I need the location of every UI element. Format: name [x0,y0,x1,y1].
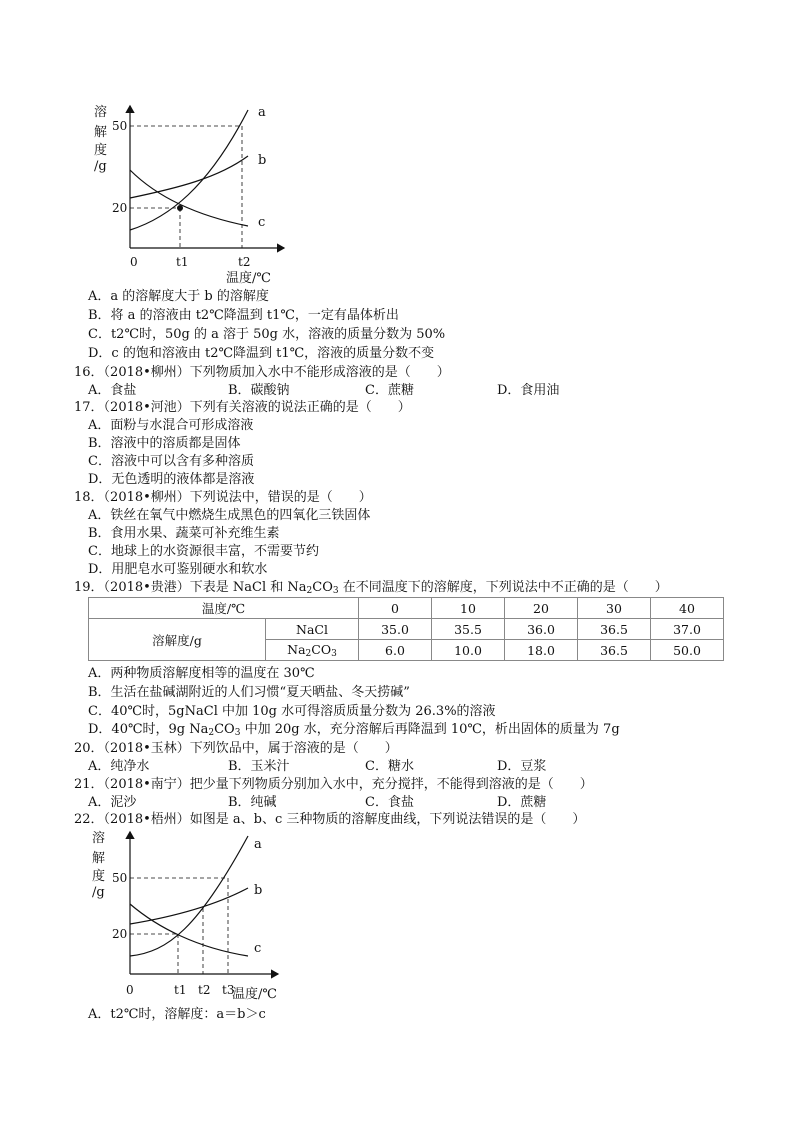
table-cell: 50.0 [651,640,724,661]
q16-option-a: A．食盐 [88,383,137,398]
y-label-3: 度 [92,869,106,884]
q18-stem: 18．（2018•柳州）下列说法中，错误的是（ ） [74,490,372,505]
q16-stem: 16．（2018•柳州）下列物质加入水中不能形成溶液的是（ ） [74,365,450,380]
table-cell: 36.5 [578,619,651,640]
q20-option-b: B．玉米汁 [228,759,290,774]
curve-label-b: b [258,153,267,168]
table-cell: 35.0 [359,619,432,640]
q17-stem: 17．（2018•河池）下列有关溶液的说法正确的是（ ） [74,400,411,415]
y-tick-50: 50 [112,871,128,885]
table-cell: 0 [359,598,432,619]
q19-option-b: B．生活在盐碱湖附近的人们习惯“夏天晒盐、冬天捞碱” [88,685,410,700]
y-label-1: 溶 [94,105,108,120]
y-label-1: 溶 [92,831,106,846]
table-cell: 10 [432,598,505,619]
curve-c [130,904,248,956]
q17-option-a: A．面粉与水混合可形成溶液 [88,418,254,433]
table-label-nacl: NaCl [266,619,359,640]
q16-option-d: D．食用油 [497,383,560,398]
table-cell: 36.0 [505,619,578,640]
q20-option-a: A．纯净水 [88,759,150,774]
q20-option-c: C．糖水 [365,759,414,774]
y-label-4: /g [92,885,105,900]
x-tick-t1: t1 [176,255,189,269]
x-tick-t2: t2 [198,983,211,997]
q21-option-c: C．食盐 [365,795,414,810]
q17-option-d: D．无色透明的液体都是溶液 [88,472,255,487]
y-label-2: 解 [94,125,108,140]
solubility-graph-1 [88,98,288,288]
q21-option-d: D．蔗糖 [497,795,547,810]
q18-option-a: A．铁丝在氧气中燃烧生成黑色的四氧化三铁固体 [88,508,371,523]
curve-label-a: a [254,837,262,852]
q16-option-b: B．碳酸钠 [228,383,290,398]
table-label-na2co3: $Na_2CO_3$ [266,640,359,661]
q22-option-a: A．t2℃时，溶解度：a＝b＞c [88,1007,266,1022]
q20-option-d: D．豆浆 [497,759,547,774]
q17-option-b: B．溶液中的溶质都是固体 [88,436,241,451]
q22-stem: 22．（2018•梧州）如图是 a、b、c 三种物质的溶解度曲线，下列说法错误的是（ ） [74,812,586,827]
q15-option-a: A．a 的溶解度大于 b 的溶解度 [88,289,269,304]
x-axis-label: 温度/℃ [232,987,277,1002]
table-row [89,598,724,619]
table-cell: 37.0 [651,619,724,640]
table-header-temp: 温度/℃ [89,598,359,619]
q21-option-b: B．纯碱 [228,795,277,810]
curve-label-b: b [254,883,263,898]
x-axis-label: 温度/℃ [226,271,271,286]
q18-option-c: C．地球上的水资源很丰富，不需要节约 [88,544,319,559]
q19-option-a: A．两种物质溶解度相等的温度在 30℃ [88,666,315,681]
q18-option-d: D．用肥皂水可鉴别硬水和软水 [88,562,268,577]
table-cell: 10.0 [432,640,505,661]
x-tick-t3: t3 [222,983,235,997]
q19-option-d: D．40℃时，9g $Na_2CO_3$ 中加 20g 水，充分溶解后再降温到 10℃，析出固体的质量为 7g [88,722,620,738]
y-label-3: 度 [94,143,108,158]
q19-option-d-part1: D．40℃时，9g Na [88,722,209,737]
table-cell: 18.0 [505,640,578,661]
q19-option-c: C．40℃时，5gNaCl 中加 10g 水可得溶质质量分数为 26.3%的溶液 [88,704,496,719]
y-label-2: 解 [92,851,106,866]
q19-option-d-part2: 中加 20g 水，充分溶解后再降温到 10℃，析出固体的质量为 7g [244,722,620,737]
curve-a [130,110,248,230]
table-cell: 35.5 [432,619,505,640]
q21-option-a: A．泥沙 [88,795,137,810]
q20-stem: 20．（2018•玉林）下列饮品中，属于溶液的是（ ） [74,741,398,756]
table-cell: 36.5 [578,640,651,661]
q19-stem: 19．（2018•贵港）下表是 NaCl 和 $Na_2CO_3$ 在不同温度下的溶解度，下列说法中不正确的是（ ） [74,580,668,596]
table-header-solubility: 溶解度/g [89,619,266,661]
q18-option-b: B．食用水果、蔬菜可补充维生素 [88,526,280,541]
x-tick-t2: t2 [238,255,251,269]
curve-c [130,170,248,226]
curve-label-a: a [258,105,266,120]
curve-b [130,156,248,198]
q15-option-b: B．将 a 的溶液由 t2℃降温到 t1℃，一定有晶体析出 [88,308,399,323]
table-cell: 6.0 [359,640,432,661]
q19-stem-part2: 在不同温度下的溶解度，下列说法中不正确的是（ ） [342,580,668,595]
q19-stem-part1: 19．（2018•贵港）下表是 NaCl 和 Na [74,580,307,595]
curve-label-c: c [254,941,262,956]
q15-option-c: C．t2℃时，50g 的 a 溶于 50g 水，溶液的质量分数为 50% [88,327,446,342]
q15-option-d: D．c 的饱和溶液由 t2℃降温到 t1℃，溶液的质量分数不变 [88,346,435,361]
table-cell: 20 [505,598,578,619]
x-tick-0: 0 [126,983,134,997]
y-tick-20: 20 [112,201,128,215]
intersection-point [177,205,183,211]
curve-b [130,888,248,924]
solubility-graph-2 [88,828,288,1008]
q16-option-c: C．蔗糖 [365,383,414,398]
table-cell: 40 [651,598,724,619]
x-tick-t1: t1 [174,983,187,997]
x-tick-0: 0 [130,255,138,269]
table-cell: 30 [578,598,651,619]
y-tick-50: 50 [112,119,128,133]
table-row [89,619,724,640]
q21-stem: 21．（2018•南宁）把少量下列物质分别加入水中，充分搅拌，不能得到溶液的是（ ） [74,777,593,792]
y-tick-20: 20 [112,927,128,941]
y-label-4: /g [94,159,107,174]
q17-option-c: C．溶液中可以含有多种溶质 [88,454,254,469]
solubility-table [88,597,724,661]
curve-label-c: c [258,215,266,230]
